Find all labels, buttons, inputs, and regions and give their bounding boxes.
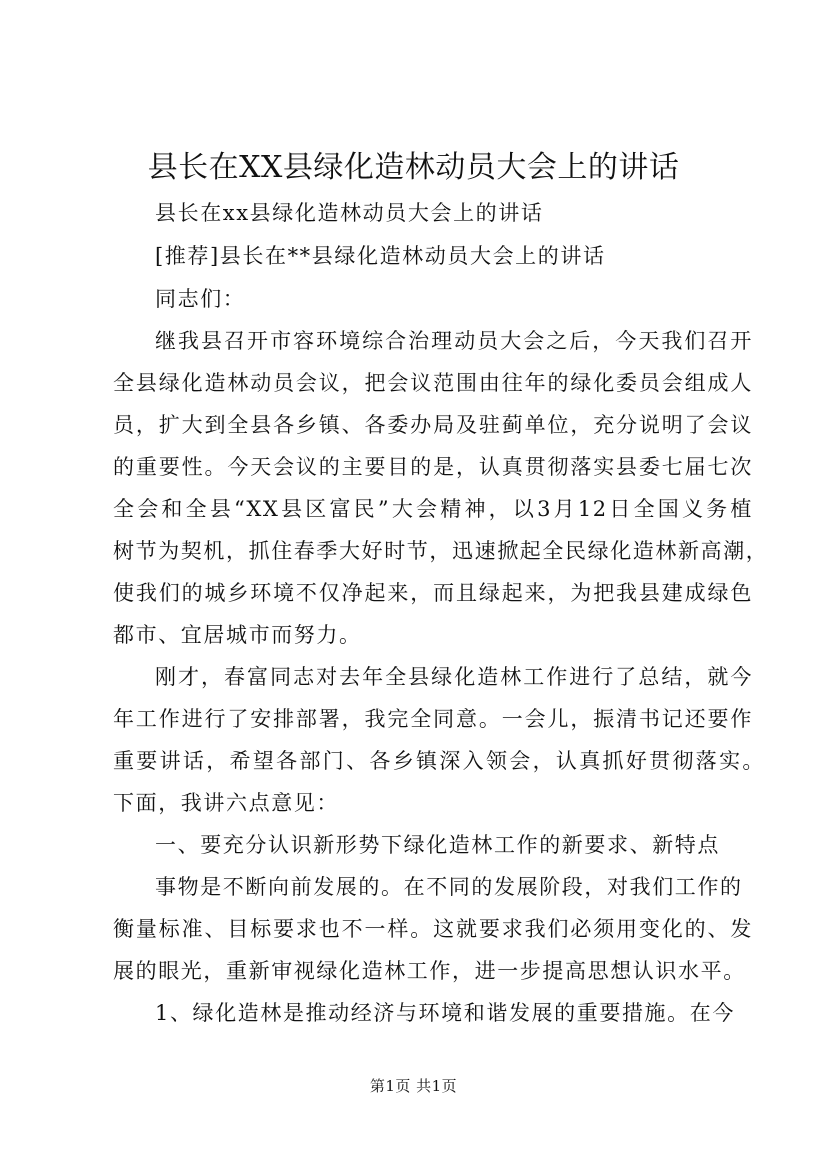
paragraph-line: 重要讲话，希望各部门、各乡镇深入领会，认真抓好贯彻落实。 <box>113 749 765 773</box>
paragraph-line: 使我们的城乡环境不仅净起来，而且绿起来，为把我县建成绿色 <box>113 581 753 605</box>
paragraph-line: 刚才，春富同志对去年全县绿化造林工作进行了总结，就今 <box>155 665 753 689</box>
subtitle-line: 县长在xx县绿化造林动员大会上的讲话 <box>155 201 544 225</box>
paragraph-line: 年工作进行了安排部署，我完全同意。一会儿，振清书记还要作 <box>113 707 753 731</box>
paragraph-line: 1、绿化造林是推动经济与环境和谐发展的重要措施。在今 <box>155 1001 735 1025</box>
paragraph-line: 衡量标准、目标要求也不一样。这就要求我们必须用变化的、发 <box>113 917 753 941</box>
recommend-line: [推荐]县长在**县绿化造林动员大会上的讲话 <box>155 244 606 268</box>
paragraph-line: 展的眼光，重新审视绿化造林工作，进一步提高思想认识水平。 <box>113 959 746 983</box>
paragraph-line: 下面，我讲六点意见： <box>113 791 339 815</box>
salutation-line: 同志们： <box>155 287 246 311</box>
paragraph-line: 的重要性。今天会议的主要目的是，认真贯彻落实县委七届七次 <box>113 455 753 479</box>
document-title: 县长在XX县绿化造林动员大会上的讲话 <box>147 150 680 185</box>
page-footer: 第1页 共1页 <box>369 1077 458 1095</box>
paragraph-line: 全县绿化造林动员会议，把会议范围由往年的绿化委员会组成人 <box>113 371 753 395</box>
paragraph-line: 事物是不断向前发展的。在不同的发展阶段，对我们工作的 <box>155 875 743 899</box>
paragraph-line: 树节为契机，抓住春季大好时节，迅速掀起全民绿化造林新高潮， <box>113 539 769 563</box>
paragraph-line: 员，扩大到全县各乡镇、各委办局及驻蓟单位，充分说明了会议 <box>113 413 753 437</box>
paragraph-line: 全会和全县“XX县区富民”大会精神，以3月12日全国义务植 <box>113 497 753 521</box>
paragraph-line: 继我县召开市容环境综合治理动员大会之后，今天我们召开 <box>155 329 753 353</box>
paragraph-line: 都市、宜居城市而努力。 <box>113 623 362 647</box>
section-heading: 一、要充分认识新形势下绿化造林工作的新要求、新特点 <box>155 833 720 857</box>
